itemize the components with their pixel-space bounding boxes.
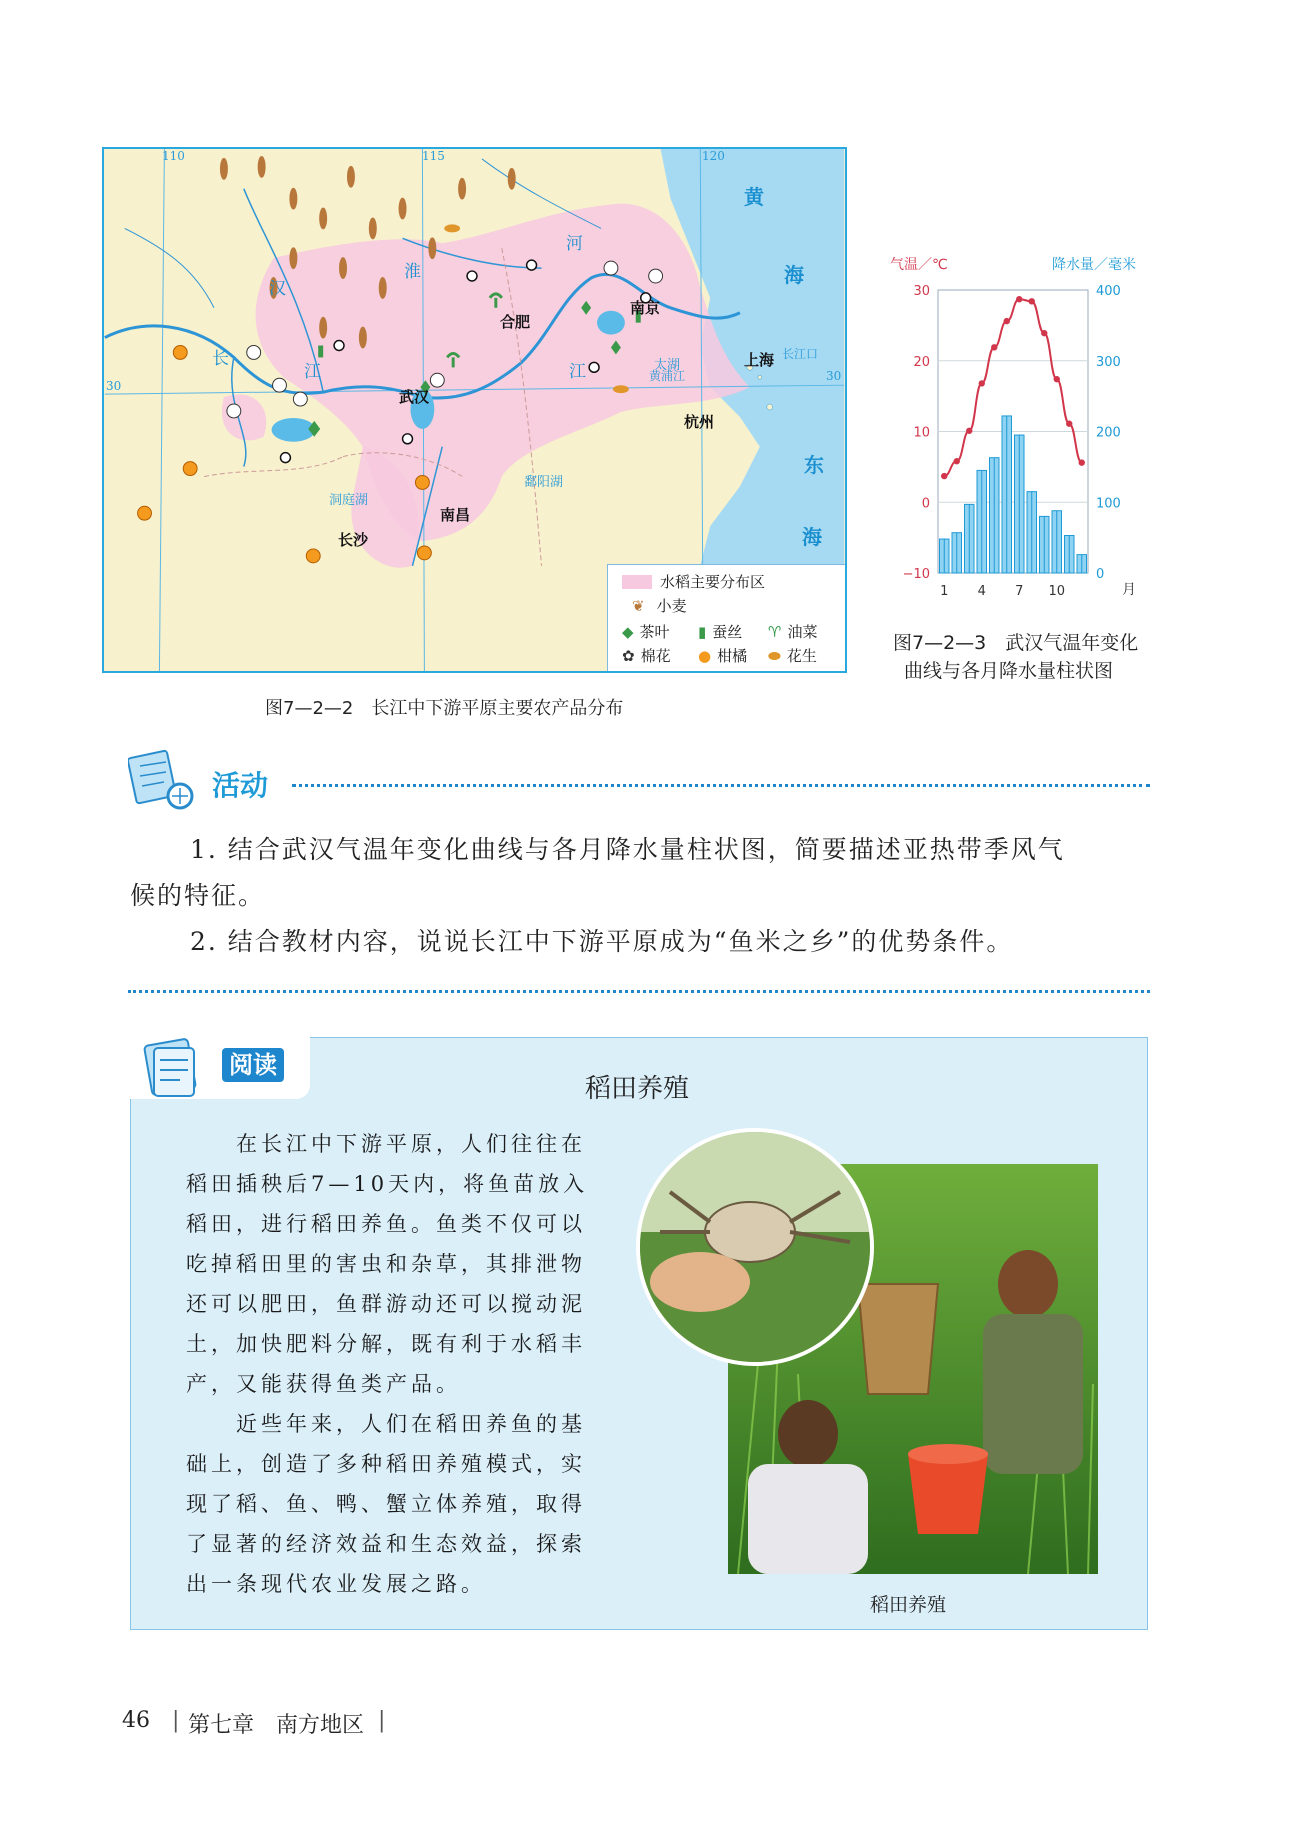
x-tick: 7 (1015, 584, 1024, 599)
latitude-30-right: 30 (826, 369, 842, 383)
temperature-point (966, 428, 972, 434)
y-right-tick: 100 (1096, 496, 1121, 512)
city-nanjing: 南京 (630, 299, 661, 317)
reading-title: 稻田养殖 (585, 1074, 690, 1104)
activity-title: 活动 (212, 769, 269, 802)
x-tick: 1 (940, 584, 949, 599)
x-tick: 4 (977, 584, 986, 599)
map-caption: 图7—2—2 长江中下游平原主要农产品分布 (265, 698, 624, 719)
temperature-point (1079, 459, 1085, 465)
reading-p2-line5: 出一条现代农业发展之路。 (186, 1572, 486, 1596)
reading-p2-line1: 近些年来，人们在稻田养鱼的基 (236, 1412, 586, 1436)
footer-sep-right: | (378, 1708, 386, 1733)
crab-inset-photo (636, 1128, 874, 1366)
temperature-point (941, 473, 947, 479)
legend-wheat: 小麦 (656, 597, 687, 615)
legend-peanut: 花生 (786, 647, 817, 665)
reading-p2-line2: 础上，创造了多种稻田养殖模式，实 (186, 1452, 586, 1476)
temperature-point (991, 344, 997, 350)
river-label-hanjiang: 江 (304, 362, 321, 382)
y-right-tick: 300 (1096, 354, 1121, 370)
temperature-point (954, 458, 960, 464)
temperature-point (1004, 318, 1010, 324)
river-label-han: 汉 (269, 279, 286, 299)
silk-icon: ▮ (698, 622, 707, 641)
legend-silk: 蚕丝 (712, 623, 743, 641)
temperature-point (979, 380, 985, 386)
lake-label-tai: 太湖 (654, 358, 681, 373)
legend-tea: 茶叶 (639, 623, 670, 641)
chart-caption-line2: 曲线与各月降水量柱状图 (904, 660, 1114, 682)
reading-p1-line7: 产，又能获得鱼类产品。 (186, 1372, 461, 1396)
city-changsha: 长沙 (338, 531, 369, 549)
y-left-tick: 20 (913, 354, 930, 370)
dongting-lake (272, 418, 316, 442)
temperature-point (1016, 296, 1022, 302)
activity-q1-line2: 候的特征。 (130, 881, 266, 910)
y-right-tick: 200 (1096, 425, 1121, 441)
chart-caption-line1: 图7—2—3 武汉气温年变化 (893, 632, 1139, 654)
reading-p1-line2: 稻田插秧后7—10天内，将鱼苗放入 (186, 1172, 589, 1196)
latitude-30-left: 30 (106, 379, 122, 393)
temperature-line (944, 299, 1082, 476)
rapeseed-icon: ♈ (768, 622, 782, 641)
legend-rice: 水稻主要分布区 (660, 573, 766, 591)
activity-q2: 2. 结合教材内容，说说长江中下游平原成为“鱼米之乡”的优势条件。 (190, 927, 1014, 956)
longitude-115: 115 (422, 149, 445, 163)
longitude-110: 110 (162, 149, 185, 163)
temperature-point (1041, 330, 1047, 336)
activity-icon (128, 748, 200, 812)
reading-badge: 阅读 (222, 1048, 284, 1082)
activity-top-divider (292, 784, 1150, 787)
activity-q1-line1: 1. 结合武汉气温年变化曲线与各月降水量柱状图，简要描述亚热带季风气 (190, 835, 1065, 864)
climate-chart (888, 255, 1138, 605)
rice-swatch (622, 575, 652, 589)
reading-p1-line5: 还可以肥田，鱼群游动还可以搅动泥 (186, 1292, 586, 1316)
xlabel: 月 (1122, 582, 1136, 598)
ylabel-right: 降水量／毫米 (1052, 257, 1136, 273)
cotton-icon: ✿ (622, 646, 635, 665)
sea-label-hai1: 海 (784, 263, 804, 287)
reading-p1-line3: 稻田，进行稻田养鱼。鱼类不仅可以 (186, 1212, 586, 1236)
x-tick: 10 (1048, 584, 1066, 599)
lake-label-dongting: 洞庭湖 (329, 493, 369, 508)
y-left-tick: 30 (913, 284, 930, 299)
chapter-title: 第七章 南方地区 (188, 1713, 365, 1738)
river-label-changjiangkou: 长江口 (782, 347, 819, 361)
city-nanchang: 南昌 (440, 506, 471, 524)
photo-caption: 稻田养殖 (870, 1594, 947, 1616)
legend-cotton: 棉花 (640, 647, 671, 665)
legend-rapeseed: 油菜 (787, 623, 818, 641)
peanut-icon: ⬬ (768, 646, 781, 665)
y-left-tick: −10 (902, 567, 930, 582)
river-label-huangpu: 黄浦江 (649, 369, 686, 383)
city-wuhan: 武汉 (399, 388, 430, 406)
river-label-chang: 长 (212, 349, 229, 369)
y-left-tick: 10 (913, 425, 930, 441)
tai-lake (597, 311, 625, 335)
tea-icon: ◆ (622, 622, 634, 641)
legend-citrus: 柑橘 (717, 647, 748, 665)
ylabel-left: 气温／℃ (890, 257, 948, 273)
sea-label-huang: 黄 (744, 185, 764, 209)
agri-map (102, 147, 847, 673)
city-hefei: 合肥 (500, 313, 531, 331)
citrus-icon: ● (698, 646, 712, 665)
reading-p2-line3: 现了稻、鱼、鸭、蟹立体养殖，取得 (186, 1492, 586, 1516)
river-label-jiang: 江 (569, 362, 586, 382)
temperature-point (1029, 298, 1035, 304)
lake-label-poyang: 鄱阳湖 (524, 475, 564, 490)
reading-icon (140, 1034, 210, 1104)
temperature-point (1054, 376, 1060, 382)
city-hangzhou: 杭州 (684, 413, 715, 431)
longitude-120: 120 (702, 149, 725, 163)
wheat-icon: ❦ (632, 596, 645, 615)
climate-chart-svg (888, 255, 1138, 605)
reading-p1-line4: 吃掉稻田里的害虫和杂草，其排泄物 (186, 1252, 586, 1276)
map-legend (607, 564, 846, 673)
river-label-he: 河 (566, 234, 583, 254)
y-left-tick: 0 (921, 496, 930, 512)
river-label-huai: 淮 (404, 262, 421, 282)
sea-label-dong: 东 (804, 453, 824, 477)
city-shanghai: 上海 (744, 351, 775, 369)
sea-label-hai2: 海 (802, 525, 822, 549)
reading-p2-line4: 了显著的经济效益和生态效益，探索 (186, 1532, 586, 1556)
y-right-tick: 0 (1096, 567, 1105, 582)
reading-p1-line1: 在长江中下游平原，人们往往在 (236, 1132, 586, 1156)
reading-p1-line6: 土，加快肥料分解，既有利于水稻丰 (186, 1332, 586, 1356)
y-right-tick: 400 (1096, 284, 1121, 299)
temperature-point (1066, 421, 1072, 427)
activity-bottom-divider (128, 990, 1150, 993)
footer-sep-left: | (172, 1708, 180, 1733)
page-number: 46 (122, 1708, 150, 1733)
